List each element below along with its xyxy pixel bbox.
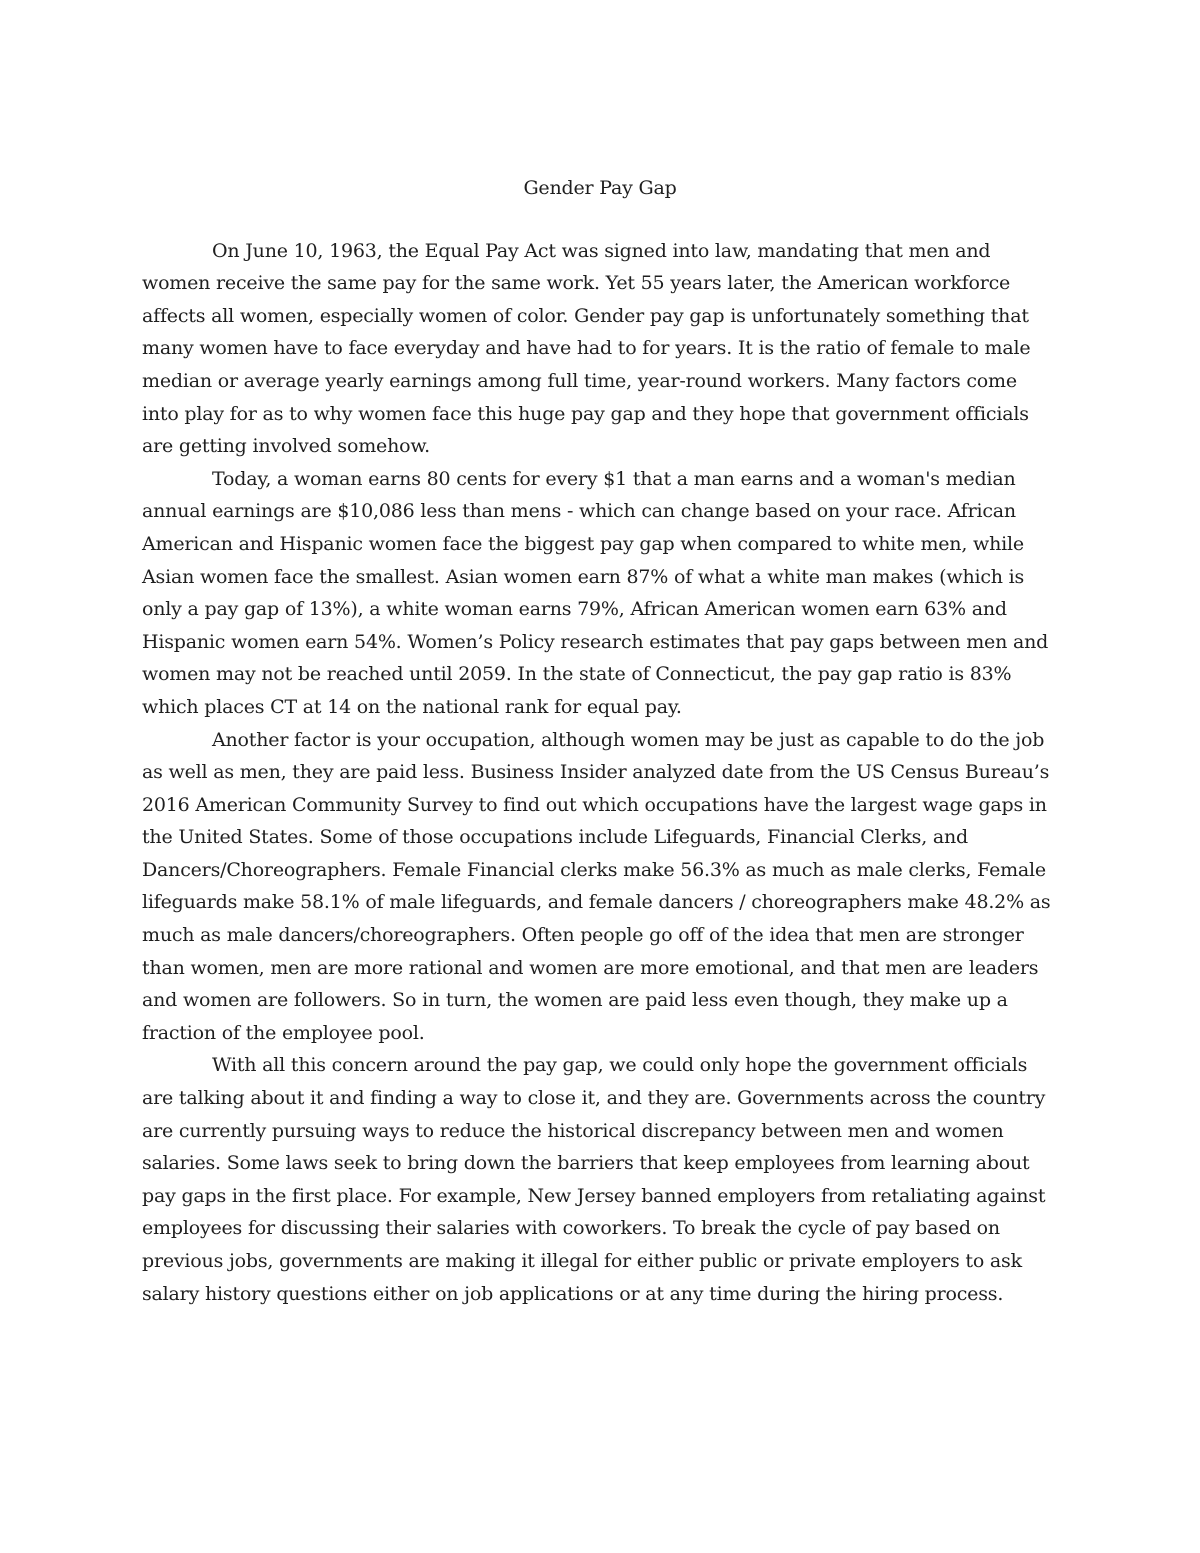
paragraph-equal-pay-act: On June 10, 1963, the Equal Pay Act was signed into law, mandating that men and women receive the same pay for the same work. Yet 55 years later, the American workforce affects all women, especially women of color. Gender pay gap is unfortunately something that many women have to face everyday and have had to for years. It is the ratio of female to male median or average yearly earnings among full time, year-round workers. Many factors come into play for as to why women face this huge pay gap and they hope that government officials are getting involved somehow. — [142, 239, 1031, 458]
document-title: Gender Pay Gap — [523, 177, 677, 199]
paragraph-earnings-by-race: Today, a woman earns 80 cents for every $1 that a man earns and a woman's median annual earnings are $10,086 less than mens - which can change based on your race. African American and Hispanic women face the biggest pay gap when compared to white men, while Asian women face the smallest. Asian women earn 87% of what a white man makes (which is only a pay gap of 13%), a white woman earns 79%, African American women earn 63% and Hispanic women earn 54%. Women’s Policy research estimates that pay gaps between men and women may not be reached until 2059. In the state of Connecticut, the pay gap ratio is 83% which places CT at 14 on the national rank for equal pay. — [142, 467, 1049, 718]
paragraph-government-action: With all this concern around the pay gap, we could only hope the government officials are talking about it and finding a way to close it, and they are. Governments across the country are currently pursuing ways to reduce the historical discrepancy between men and women salaries. Some laws seek to bring down the barriers that keep employees from learning about pay gaps in the first place. For example, New Jersey banned employers from retaliating against employees for discussing their salaries with coworkers. To break the cycle of pay based on previous jobs, governments are making it illegal for either public or private employers to ask salary history questions either on job applications or at any time during the hiring process. — [142, 1054, 1046, 1305]
paragraph-occupation-gaps: Another factor is your occupation, although women may be just as capable to do the job as well as men, they are paid less. Business Insider analyzed date from the US Census Bureau’s 2016 American Community Survey to find out which occupations have the largest wage gaps in the United States. Some of those occupations include Lifeguards, Financial Clerks, and Dancers/Choreographers. Female Financial clerks make 56.3% as much as male clerks, Female lifeguards make 58.1% of male lifeguards, and female dancers / choreographers make 48.2% as much as male dancers/choreographers. Often people go off of the idea that men are stronger than women, men are more rational and women are more emotional, and that men are leaders and women are followers. So in turn, the women are paid less even though, they make up a fraction of the employee pool. — [142, 728, 1051, 1044]
document-page — [142, 172, 1058, 1310]
